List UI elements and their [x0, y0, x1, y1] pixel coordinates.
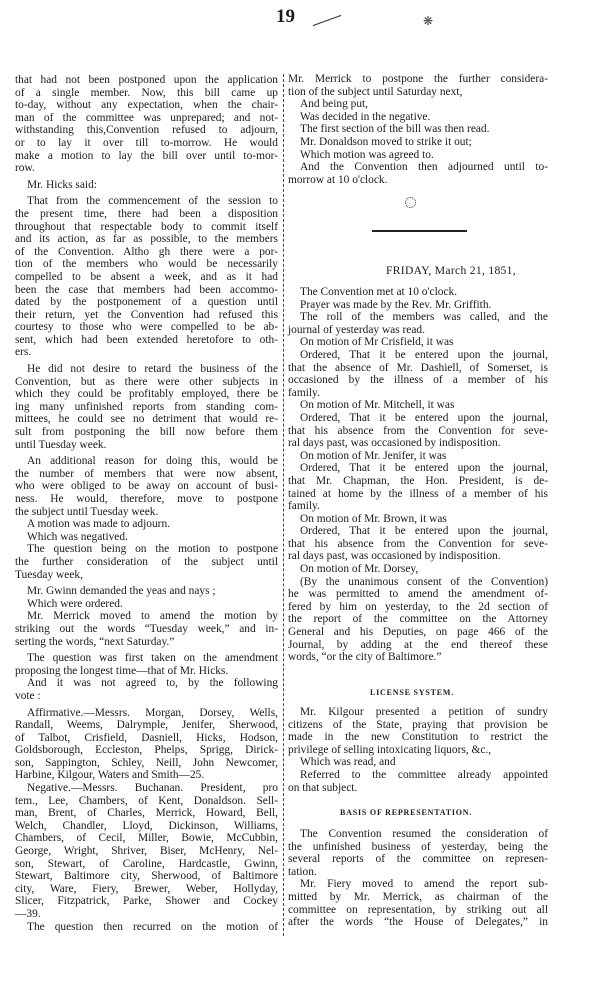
pen-mark — [313, 15, 342, 26]
section-rule — [372, 230, 467, 232]
text-line: man of the committee was unprepared; and not- — [15, 111, 278, 124]
text-line: of Talbot, Crisfield, Dasniell, Hicks, Hodson, — [15, 731, 278, 744]
text-line: tation. — [288, 865, 317, 878]
text-line: Randall, Weems, Dalrymple, Jenifer, Sherwood, — [15, 719, 278, 732]
paragraph — [288, 336, 548, 349]
text-line: ers. — [15, 346, 32, 359]
text-line: morrow at 10 o'clock. — [288, 173, 388, 186]
paragraph — [15, 531, 278, 544]
text-line: ral days past, was occasioned by indisposition. — [288, 437, 501, 450]
ornament-icon — [405, 197, 416, 208]
text-line: sent, which had been extended heretofore to oth- — [15, 333, 278, 346]
day-heading: FRIDAY, March 21, 1851, — [386, 264, 516, 277]
text-line: The roll of the members was called, and the — [300, 311, 548, 324]
text-line: Ordered, That it be entered upon the journal, — [300, 462, 548, 475]
text-line: fered by him on yesterday, to the 2d section of — [288, 600, 548, 613]
text-line: Which were ordered. — [27, 597, 123, 610]
text-line: made in the new Constitution to restrict the — [288, 731, 548, 744]
text-line: Goldsborough, Eccleston, Phelps, Sprigg, Dirick- — [15, 744, 278, 757]
text-line: Which was negatived. — [27, 530, 128, 543]
text-line: compelled to be absent a week, and as it had — [15, 270, 278, 283]
text-line: The question being on the motion to postpone — [27, 543, 278, 556]
text-line: privilege of selling intoxicating liquors, &c., — [288, 743, 492, 756]
paragraph — [15, 74, 278, 175]
paragraph — [288, 706, 548, 756]
text-line: The Convention met at 10 o'clock. — [300, 286, 458, 298]
paragraph — [288, 576, 548, 664]
paragraph — [288, 349, 548, 399]
text-line: Mr. Gwinn demanded the yeas and nays ; — [27, 585, 216, 598]
text-line: On motion of Mr Crisfield, it was — [300, 336, 454, 349]
paragraph — [15, 652, 278, 677]
text-line: dated by the postponement of a question until — [15, 296, 278, 309]
text-line: Tuesday week, — [15, 568, 83, 581]
text-line: courtesy to those who were compelled to be ab- — [15, 321, 278, 334]
column-divider — [283, 74, 284, 936]
text-line: the number of members that were now absent, — [15, 467, 278, 480]
text-line: man, Brent, of Charles, Merrick, Howard, Bell, — [15, 807, 278, 820]
text-line: sult from postponing the bill now before them — [15, 426, 278, 439]
text-line: On motion of Mr. Jenifer, it was — [300, 449, 447, 462]
text-line: And being put, — [300, 98, 369, 111]
license-section — [288, 706, 548, 794]
text-line: journal of yesterday was read. — [288, 323, 425, 336]
text-line: He did not desire to retard the business of the — [27, 363, 278, 376]
left-column — [15, 74, 278, 933]
text-line: of a single member. Now, this bill came up — [15, 86, 278, 99]
text-line: vote : — [15, 689, 41, 702]
text-line: Slicer, Fitzpatrick, Parke, Shower and Cockey — [15, 895, 278, 908]
text-line: The question was first taken on the amendment — [27, 652, 278, 665]
paragraph — [15, 921, 278, 934]
text-line: The Convention resumed the consideration of — [300, 828, 548, 840]
text-line: General and his Deputies, on page 466 of the — [288, 626, 548, 639]
text-line: son, Sappington, Schley, Neill, John Newcomer, — [15, 756, 278, 769]
text-line: The question then recurred on the motion of — [27, 920, 278, 933]
friday-proceedings — [288, 286, 548, 664]
paragraph — [288, 73, 548, 98]
text-line: Mr. Merrick to postpone the further considera- — [288, 73, 548, 85]
text-line: to-day, without any expectation, when the chair- — [15, 99, 278, 112]
text-line: family. — [288, 386, 320, 399]
text-line: Mr. Hicks said: — [27, 178, 97, 191]
paragraph — [288, 149, 548, 162]
text-line: he was permitted to amend the amendment of- — [288, 588, 548, 601]
text-line: proposing the longest time—that of Mr. Hicks. — [15, 664, 229, 677]
text-line: after the words “the House of Delegates,” in — [288, 916, 548, 929]
text-line: the report of the committee on the Attorney — [288, 613, 548, 626]
text-line: Ordered, That it be entered upon the journal, — [300, 411, 548, 424]
text-line: words, “or the city of Baltimore.” — [288, 651, 442, 664]
text-line: An additional reason for doing this, would be — [27, 455, 278, 468]
text-line: tem., Lee, Chambers, of Kent, Donaldson. Sell- — [15, 794, 278, 807]
text-line: Stewart, Baltimore city, Sherwood, of Baltimore — [15, 870, 278, 883]
text-line: of the Convention. Altho gh there were a por- — [15, 245, 278, 258]
text-line: tion of the members who would be necessarily — [15, 258, 278, 271]
paragraph — [15, 585, 278, 598]
text-line: ness. He would, therefore, move to postpone — [15, 493, 278, 505]
paragraph — [15, 610, 278, 648]
paragraph — [288, 756, 548, 769]
text-line: On motion of Mr. Mitchell, it was — [300, 399, 455, 412]
text-line: George, Wright, Shriver, Biser, McHenry, Nel- — [15, 845, 278, 858]
text-line: that his absence from the Convention for seve- — [288, 424, 548, 437]
text-line: withstanding this,Convention refused to adjourn, — [15, 124, 278, 137]
text-line: That from the commencement of the session to — [27, 195, 278, 208]
paragraph — [288, 136, 548, 149]
paragraph — [15, 363, 278, 451]
text-line: Referred to the committee already appointed — [300, 768, 548, 781]
text-line: committee on representation, by striking out all — [288, 903, 548, 916]
paragraph — [288, 450, 548, 463]
text-line: ing many unfinished reports from standing com- — [15, 400, 278, 413]
paragraph — [288, 462, 548, 512]
text-line: On motion of Mr. Brown, it was — [300, 512, 447, 525]
paragraph — [288, 513, 548, 526]
text-line: throughout that respectable body to commit itself — [15, 220, 278, 233]
text-line: the subject until Tuesday week. — [15, 505, 159, 518]
text-line: Negative.—Messrs. Buchanan. President, pro — [27, 782, 278, 795]
text-line: occasioned by the illness of a member of his — [288, 374, 548, 387]
basis-section — [288, 828, 548, 929]
text-line: that the absence of Mr. Dashiell, of Somerset, is — [288, 361, 548, 374]
text-line: Mr. Donaldson moved to strike it out; — [300, 135, 472, 148]
text-line: the further consideration of the subject until — [15, 555, 278, 568]
paragraph — [15, 782, 278, 921]
text-line: Ordered, That it be entered upon the journal, — [300, 348, 548, 361]
paragraph — [288, 399, 548, 412]
text-line: serting the words, “next Saturday.” — [15, 635, 175, 648]
paragraph — [288, 563, 548, 576]
paragraph — [288, 828, 548, 878]
text-line: Mr. Merrick moved to amend the motion by — [27, 610, 278, 623]
text-line: row. — [15, 162, 35, 175]
paragraph — [288, 123, 548, 136]
paragraph — [288, 161, 548, 186]
text-line: Mr. Kilgour presented a petition of sundry — [300, 706, 548, 718]
text-line: (By the unanimous consent of the Convention) — [300, 575, 548, 588]
text-line: Which was read, and — [300, 756, 396, 769]
text-line: Which motion was agreed to. — [300, 148, 434, 161]
text-line: until Tuesday week. — [15, 438, 107, 451]
text-line: or to lay it over till to-morrow. He would — [15, 136, 278, 149]
text-line: the unfinished business of yesterday, being the — [288, 840, 548, 853]
text-line: Harbine, Kilgour, Waters and Smith—25. — [15, 769, 205, 782]
text-line: who were obliged to be away on account of busi- — [15, 480, 278, 493]
text-line: been the case that members had been accommo- — [15, 283, 278, 296]
text-line: And the Convention then adjourned until to- — [300, 161, 548, 174]
text-line: son, Stewart, of Caroline, Hardcastle, Gwinn, — [15, 857, 278, 870]
paragraph — [288, 769, 548, 794]
text-line: On motion of Mr. Dorsey, — [300, 563, 419, 576]
paragraph — [288, 98, 548, 111]
text-line: which they could be profitably employed, there be — [15, 388, 278, 401]
text-line: the present time, there had been a disposition — [15, 207, 278, 220]
text-line: striking out the words “Tuesday week,” and in- — [15, 622, 278, 635]
text-line: tion of the subject until Saturday next, — [288, 85, 463, 98]
license-system-heading: LICENSE SYSTEM. — [370, 688, 455, 697]
text-line: make a motion to lay the bill over until to-mor- — [15, 149, 278, 162]
text-line: Affirmative.—Messrs. Morgan, Dorsey, Wells, — [27, 706, 278, 719]
paragraph — [15, 455, 278, 518]
page-number: 19 — [276, 6, 295, 27]
text-line: citizens of the State, praying that provision be — [288, 718, 548, 731]
text-line: mitted by Mr. Merrick, as chairman of the — [288, 890, 548, 903]
text-line: Ordered, That it be entered upon the journal, — [300, 525, 548, 538]
ink-blot: ❋ — [423, 14, 434, 28]
text-line: city, Ware, Fiery, Brewer, Weber, Hollyday, — [15, 882, 278, 895]
text-line: several reports of the committee on represen- — [288, 853, 548, 866]
text-line: Chambers, of Cecil, Miller, Bowie, McCubbin, — [15, 832, 278, 845]
text-line: Was decided in the negative. — [300, 110, 431, 123]
paragraph — [288, 299, 548, 312]
paragraph — [288, 311, 548, 336]
text-line: The first section of the bill was then read. — [300, 123, 490, 136]
paragraph — [15, 677, 278, 702]
text-line: that had not been postponed upon the application — [15, 74, 278, 86]
paragraph — [15, 707, 278, 783]
text-line: Journal, by adding at the end thereof these — [288, 638, 548, 651]
paragraph — [288, 286, 548, 299]
text-line: mittees, he could see no detriment that would re- — [15, 413, 278, 426]
paragraph — [15, 543, 278, 581]
text-line: and its action, as far as possible, to the members — [15, 233, 278, 246]
paragraph — [288, 412, 548, 450]
text-line: And it was not agreed to, by the following — [27, 677, 278, 690]
text-line: —39. — [15, 908, 41, 920]
text-line: their return, yet the Convention had refused this — [15, 308, 278, 321]
paragraph — [15, 598, 278, 611]
text-line: Welch, Chandler, Lloyd, Dickinson, Williams, — [15, 819, 278, 832]
text-line: tained at home by the illness of a member of his — [288, 487, 548, 500]
text-line: family. — [288, 500, 320, 513]
paragraph — [288, 111, 548, 124]
text-line: that his absence from the Convention for seve- — [288, 537, 548, 550]
paragraph — [15, 195, 278, 359]
paragraph — [15, 179, 278, 192]
text-line: Prayer was made by the Rev. Mr. Griffith. — [300, 298, 492, 311]
right-column-top — [288, 73, 548, 186]
text-line: Mr. Fiery moved to amend the report sub- — [300, 878, 548, 891]
paragraph — [288, 525, 548, 563]
paragraph — [288, 878, 548, 928]
text-line: that Mr. Chapman, the Hon. President, is de- — [288, 474, 548, 487]
text-line: ral days past, was occasioned by indisposition. — [288, 550, 501, 563]
text-line: Convention, but as there were other subjects in — [15, 375, 278, 388]
basis-of-representation-heading: BASIS OF REPRESENTATION. — [340, 808, 473, 817]
text-line: A motion was made to adjourn. — [27, 518, 170, 531]
text-line: on that subject. — [288, 781, 358, 794]
paragraph — [15, 518, 278, 531]
